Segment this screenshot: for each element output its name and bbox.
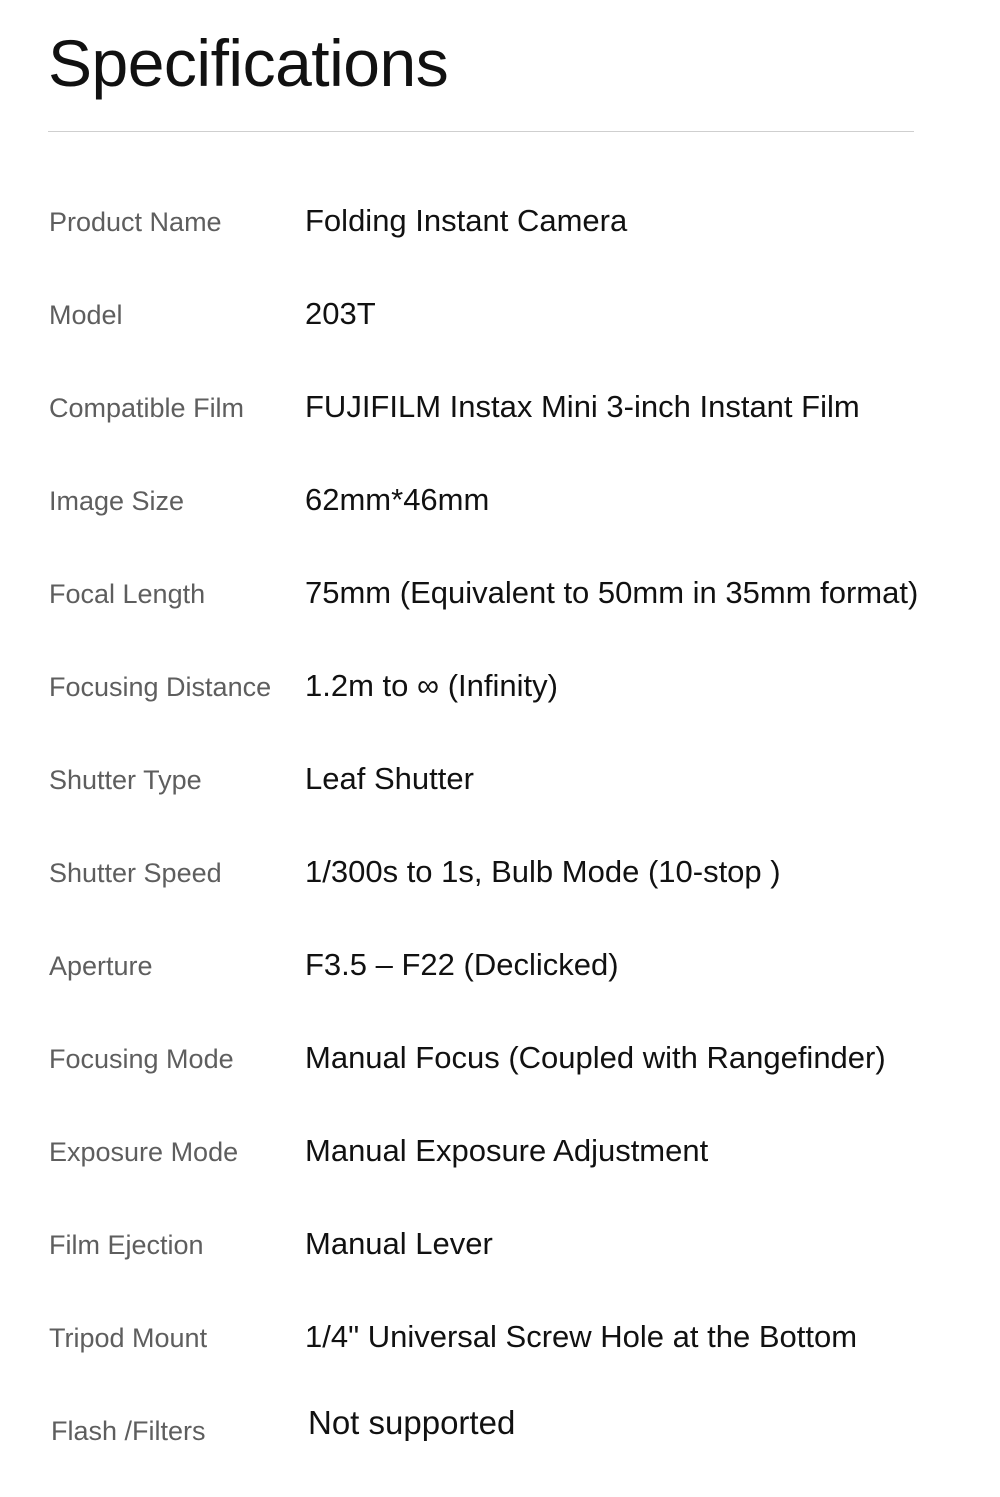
spec-value: 75mm (Equivalent to 50mm in 35mm format) [305, 575, 919, 610]
spec-value: Not supported [308, 1404, 516, 1441]
spec-row-focal-length [0, 552, 1000, 645]
spec-value: 1/4" Universal Screw Hole at the Bottom [305, 1319, 858, 1354]
spec-value: 1.2m to ∞ (Infinity) [305, 668, 558, 703]
spec-row-tripod-mount [0, 1296, 1000, 1389]
spec-row-compatible-film [0, 366, 1000, 459]
spec-value: Leaf Shutter [305, 761, 474, 796]
page-title: Specifications [48, 26, 449, 100]
spec-list [0, 180, 1000, 1482]
spec-value: Manual Exposure Adjustment [305, 1133, 709, 1168]
spec-label: Model [49, 300, 123, 330]
spec-label: Compatible Film [49, 393, 245, 423]
spec-label: Tripod Mount [49, 1323, 208, 1353]
spec-value: Manual Lever [305, 1226, 493, 1261]
spec-label: Film Ejection [49, 1230, 204, 1260]
spec-label: Focusing Mode [49, 1044, 234, 1074]
spec-value: 1/300s to 1s, Bulb Mode (10-stop ) [305, 854, 781, 889]
spec-label: Image Size [49, 486, 185, 516]
spec-value: Folding Instant Camera [305, 203, 628, 238]
spec-row-film-ejection [0, 1203, 1000, 1296]
spec-label: Shutter Speed [49, 858, 222, 888]
spec-row-image-size [0, 459, 1000, 552]
spec-row-aperture [0, 924, 1000, 1017]
spec-label: Shutter Type [49, 765, 202, 795]
spec-row-product-name [0, 180, 1000, 273]
spec-label: Flash /Filters [51, 1416, 206, 1446]
spec-row-shutter-speed [0, 831, 1000, 924]
spec-label: Focusing Distance [49, 672, 272, 702]
spec-label: Aperture [49, 951, 153, 981]
spec-value: FUJIFILM Instax Mini 3-inch Instant Film [305, 389, 860, 424]
spec-value: Manual Focus (Coupled with Rangefinder) [305, 1040, 886, 1075]
spec-value: 62mm*46mm [305, 482, 490, 517]
spec-row-focusing-mode [0, 1017, 1000, 1110]
spec-row-focusing-distance [0, 645, 1000, 738]
spec-row-exposure-mode [0, 1110, 1000, 1203]
spec-row-shutter-type [0, 738, 1000, 831]
spec-label: Product Name [49, 207, 222, 237]
spec-value: F3.5 – F22 (Declicked) [305, 947, 619, 982]
spec-label: Exposure Mode [49, 1137, 239, 1167]
spec-label: Focal Length [49, 579, 206, 609]
spec-value: 203T [305, 296, 376, 331]
spec-row-flash-filters [0, 1389, 1000, 1482]
title-divider [48, 131, 914, 132]
spec-row-model [0, 273, 1000, 366]
